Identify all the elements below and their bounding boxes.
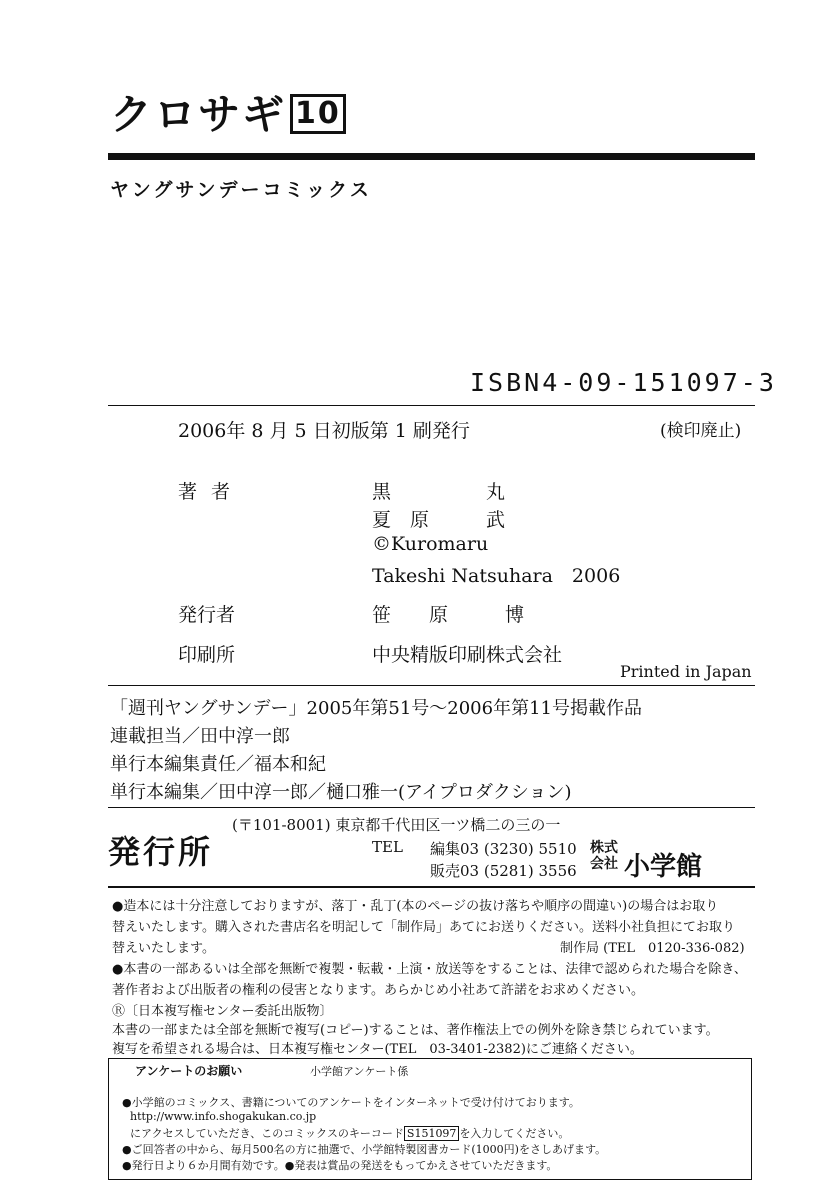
notes-rule <box>108 886 755 888</box>
note-line: Ⓡ〔日本複写権センター委託出版物〕 <box>112 1004 333 1019</box>
note-line: 本書の一部または全部を無断で複写(コピー)することは、著作権法上での例外を除き禁じられています。 <box>112 1023 719 1038</box>
survey-keycode-prefix: にアクセスしていただき、このコミックスのキーコード <box>130 1127 404 1140</box>
publisher-address: (〒101-8001) 東京都千代田区一ツ橋二の三の一 <box>232 816 561 834</box>
survey-keycode-suffix: を入力してください。 <box>459 1127 570 1140</box>
title-rule <box>108 153 755 160</box>
copyright-line-1: ©Kuromaru <box>372 533 489 555</box>
survey-url: http://www.info.shogakukan.co.jp <box>130 1110 317 1123</box>
volume-number: 10 <box>290 94 346 134</box>
isbn-rule <box>108 405 755 406</box>
publisher-company: 小学館 <box>624 852 703 882</box>
printed-in-japan: Printed in Japan <box>620 662 752 681</box>
tel-sales: 販売03 (5281) 3556 <box>430 862 577 880</box>
tel-editorial: 編集03 (3230) 5510 <box>430 840 577 858</box>
serial-editor: 連載担当／田中淳一郎 <box>110 726 290 747</box>
book-editors: 単行本編集／田中淳一郎／樋口雅一(アイプロダクション) <box>110 782 572 803</box>
note-line: ●本書の一部あるいは全部を無断で複製・転載・上演・放送等をすることは、法律で認められた場合を除き、 <box>112 962 747 977</box>
note-line: 著作者および出版者の権利の侵害となります。あらかじめ小社あて許諾をお求めください。 <box>112 983 644 998</box>
title-text: クロサギ <box>110 90 287 139</box>
keycode: S151097 <box>404 1126 460 1141</box>
survey-department: 小学館アンケート係 <box>310 1065 409 1078</box>
author-label: 著者 <box>178 481 245 503</box>
publisher-person-label: 発行者 <box>178 604 236 626</box>
seal-abolished-note: (検印廃止) <box>660 421 742 441</box>
publisher-label: 発行所 <box>108 833 214 871</box>
edition-date: 2006年 8 月 5 日初版第 1 刷発行 <box>178 420 470 442</box>
author-2: 夏 原 武 <box>372 509 506 531</box>
series-name: ヤングサンデーコミックス <box>110 179 372 201</box>
publisher-person: 笹 原 博 <box>372 604 525 626</box>
credits-rule <box>108 685 755 686</box>
corporation-form: 株式会社 <box>590 840 618 872</box>
note-line: 替えいたします。購入された書店名を明記して「制作局」あてにお送りください。送料小社負担にてお取り <box>112 920 735 935</box>
survey-line: ●小学館のコミックス、書籍についてのアンケートをインターネットで受け付けております。 <box>122 1096 580 1109</box>
survey-keycode-line <box>130 1125 569 1141</box>
publisher-rule <box>108 807 755 808</box>
isbn: ISBN4-09-151097-3 <box>470 368 777 397</box>
author-1: 黒 丸 <box>372 481 506 503</box>
book-editor-in-charge: 単行本編集責任／福本和紀 <box>110 754 326 775</box>
survey-line: ●発行日より６か月間有効です。●発表は賞品の発送をもってかえさせていただきます。 <box>122 1159 558 1172</box>
serialization-info: 「週刊ヤングサンデー」2005年第51号～2006年第11号掲載作品 <box>110 698 642 719</box>
note-line: 複写を希望される場合は、日本複写権センター(TEL 03-3401-2382)にご連絡ください。 <box>112 1042 643 1057</box>
printer-name: 中央精版印刷株式会社 <box>372 644 563 666</box>
survey-title: アンケートのお願い <box>135 1064 243 1078</box>
tel-label: TEL <box>372 838 403 856</box>
survey-line: ●ご回答者の中から、毎月500名の方に抽選で、小学館特製図書カード(1000円)をさしあげます。 <box>122 1143 607 1156</box>
copyright-line-2: Takeshi Natsuhara 2006 <box>372 565 621 587</box>
book-title <box>110 82 346 142</box>
printer-label: 印刷所 <box>178 644 236 666</box>
note-line: ●造本には十分注意しておりますが、落丁・乱丁(本のページの抜け落ちや順序の間違い)の場合はお取り <box>112 899 719 914</box>
production-dept-tel: 制作局 (TEL 0120-336-082) <box>560 941 745 956</box>
note-line: 替えいたします。 <box>112 941 215 956</box>
